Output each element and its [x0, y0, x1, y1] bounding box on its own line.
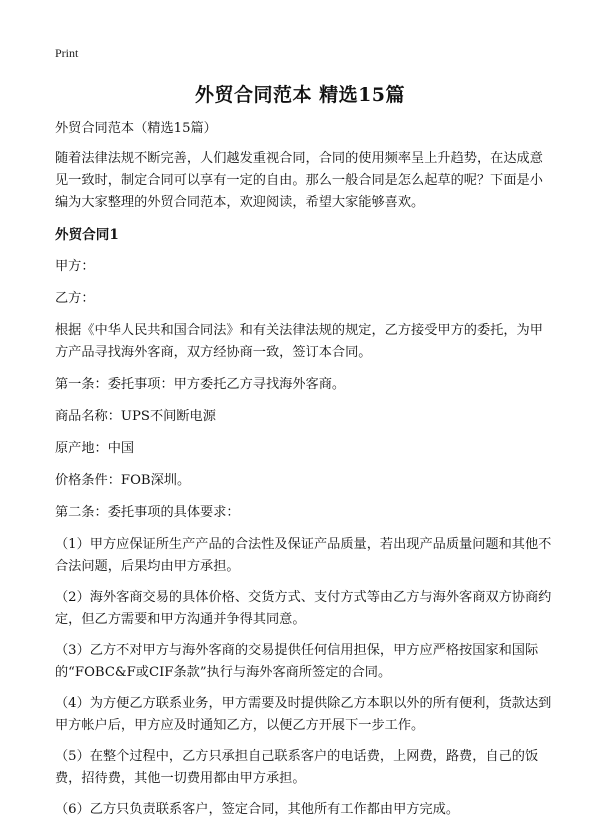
- requirement-item: （5）在整个过程中，乙方只承担自己联系客户的电话费，上网费，路费，自己的饭费，招待费，其他一切费用都由甲方承担。: [55, 749, 539, 786]
- requirement-item: （1）甲方应保证所生产产品的合法性及保证产品质量，若出现产品质量问题和其他不合法问题，后果均由甲方承担。: [55, 537, 552, 574]
- origin-line: 原产地：中国: [55, 441, 135, 456]
- requirement-item: （3）乙方不对甲方与海外客商的交易提供任何信用担保，甲方应严格按国家和国际的“FOBC&F或CIF条款”执行与海外客商所签定的合同。: [55, 643, 539, 680]
- article-1: 第一条：委托事项：甲方委托乙方寻找海外客商。: [55, 377, 346, 392]
- intro-paragraph: 随着法律法规不断完善，人们越发重视合同，合同的使用频率呈上升趋势，在达成意见一致时，制定合同可以享有一定的自由。那么一般合同是怎么起草的呢？下面是小编为大家整理的外贸合同范本，欢迎阅读，希望大家能够喜欢。: [55, 151, 543, 210]
- party-a-line: 甲方：: [55, 259, 95, 274]
- requirement-item: （2）海外客商交易的具体价格、交货方式、支付方式等由乙方与海外客商双方协商约定，但乙方需要和甲方沟通并争得其同意。: [55, 590, 552, 627]
- document-title: 外贸合同范本 精选15篇: [194, 84, 406, 106]
- product-name-line: 商品名称：UPS不间断电源: [55, 409, 216, 424]
- document-body: [55, 118, 552, 830]
- print-link[interactable]: Print: [55, 46, 79, 60]
- party-b-line: 乙方：: [55, 291, 95, 306]
- requirement-item: （4）为方便乙方联系业务，甲方需要及时提供除乙方本职以外的所有便利，货款达到甲方帐户后，甲方应及时通知乙方，以便乙方开展下一步工作。: [55, 696, 552, 733]
- preamble-paragraph: 根据《中华人民共和国合同法》和有关法律法规的规定，乙方接受甲方的委托，为甲方产品寻找海外客商，双方经协商一致，签订本合同。: [55, 323, 543, 360]
- section-heading: 外贸合同1: [55, 227, 119, 243]
- requirement-item: （6）乙方只负责联系客户，签定合同，其他所有工作都由甲方完成。: [55, 802, 460, 817]
- article-2: 第二条：委托事项的具体要求：: [55, 505, 240, 520]
- document-subtitle: 外贸合同范本（精选15篇）: [55, 121, 217, 136]
- price-terms-line: 价格条件：FOB深圳。: [55, 473, 191, 488]
